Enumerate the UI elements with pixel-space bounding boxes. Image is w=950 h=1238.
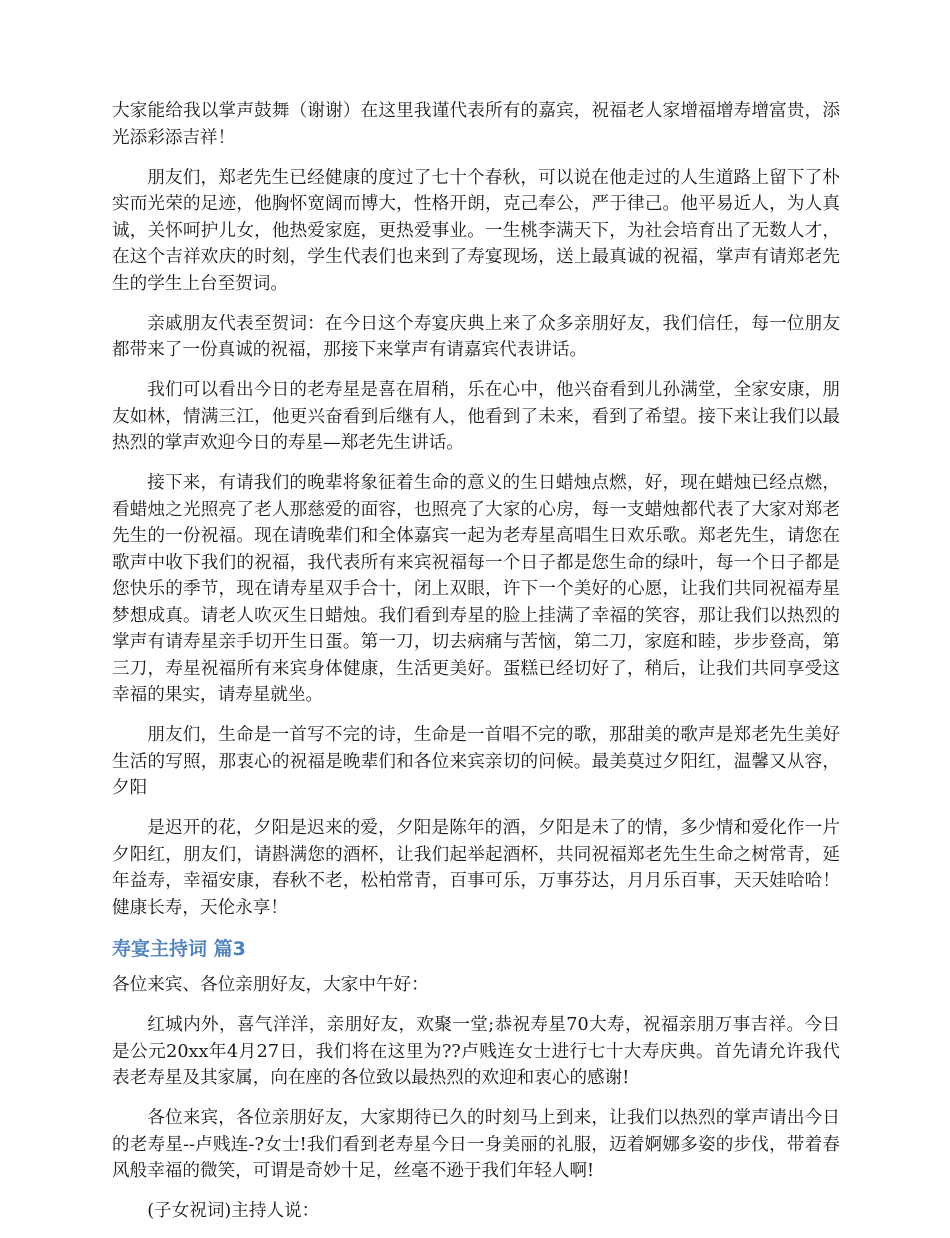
paragraph-greeting: 各位来宾、各位亲朋好友，大家中午好： (112, 975, 429, 995)
paragraph-candle-lighting: 接下来，有请我们的晚辈将象征着生命的意义的生日蜡烛点燃，好，现在蜡烛已经点燃，看蜡烛之光照亮了老人那慈爱的面容，也照亮了大家的心房，每一支蜡烛都代表了大家对郑老先生的一份祝福。现在请晚辈们和全体嘉宾一起为老寿星高唱生日欢乐歌。郑老先生，请您在歌声中收下我们的祝福，我代表所有来宾祝福每一个日子都是您生命的绿叶，每一个日子都是您快乐的季节，现在请寿星双手合十，闭上双眼，许下一个美好的心愿，让我们共同祝福寿星梦想成真。请老人吹灭生日蜡烛。我们看到寿星的脸上挂满了幸福的笑容，那让我们以热烈的掌声有请寿星亲手切开生日蛋。第一刀，切去病痛与苦恼，第二刀，家庭和睦，步步登高，第三刀，寿星祝福所有来宾身体健康，生活更美好。蛋糕已经切好了，稍后，让我们共同享受这幸福的果实，请寿星就坐。 (112, 473, 840, 705)
document-page (112, 98, 840, 1238)
paragraph-celebration-intro: 红城内外，喜气洋洋，亲朋好友，欢聚一堂;恭祝寿星70大寿，祝福亲朋万事吉祥。今日是公元20xx年4月27日，我们将在这里为??卢贱连女士进行七十大寿庆典。首先请允许我代表老寿星及其家属，向在座的各位致以最热烈的欢迎和衷心的感谢! (112, 1015, 840, 1088)
paragraph-sunset-toast: 是迟开的花，夕阳是迟来的爱，夕阳是陈年的酒，夕阳是未了的情，多少情和爱化作一片夕阳红，朋友们，请斟满您的酒杯，让我们起举起酒杯，共同祝福郑老先生生命之树常青，延年益寿，幸福安康，春秋不老，松柏常青，百事可乐，万事芬达，月月乐百事，天天娃哈哈！健康长寿，天伦永享！ (112, 818, 840, 918)
paragraph-birthday-star-speech: 我们可以看出今日的老寿星是喜在眉稍，乐在心中，他兴奋看到儿孙满堂，全家安康，朋友如林，情满三江，他更兴奋看到后继有人，他看到了未来，看到了希望。接下来让我们以最热烈的掌声欢迎今日的寿星—郑老先生讲话。 (112, 380, 840, 453)
paragraph-welcome-birthday-star: 各位来宾，各位亲朋好友，大家期待已久的时刻马上到来，让我们以热烈的掌声请出今日的老寿星--卢贱连-?女士!我们看到老寿星今日一身美丽的礼服，迈着婀娜多姿的步伐，带着春风般幸福的微笑，可谓是奇妙十足，丝毫不逊于我们年轻人啊! (112, 1108, 840, 1181)
paragraph-children-speech: (子女祝词)主持人说： (147, 1201, 320, 1221)
section-heading: 寿宴主持词 篇3 (112, 938, 246, 960)
paragraph-relatives-congratulations: 亲戚朋友代表至贺词：在今日这个寿宴庆典上来了众多亲朋好友，我们信任，每一位朋友都带来了一份真诚的祝福，那接下来掌声有请嘉宾代表讲话。 (112, 313, 840, 360)
paragraph-zheng-biography: 朋友们，郑老先生已经健康的度过了七十个春秋，可以说在他走过的人生道路上留下了朴实而光荣的足迹，他胸怀宽阔而博大，性格开朗，克己奉公，严于律己。他平易近人，为人真诚，关怀呵护儿女，他热爱家庭，更热爱事业。一生桃李满天下，为社会培育出了无数人才，在这个吉祥欢庆的时刻，学生代表们也来到了寿宴现场，送上最真诚的祝福，掌声有请郑老先生的学生上台至贺词。 (112, 167, 840, 294)
paragraph-blessing-opening: 大家能给我以掌声鼓舞（谢谢）在这里我谨代表所有的嘉宾，祝福老人家增福增寿增富贵，添光添彩添吉祥！ (112, 101, 840, 148)
paragraph-life-poem: 朋友们，生命是一首写不完的诗，生命是一首唱不完的歌，那甜美的歌声是郑老先生美好生活的写照，那衷心的祝福是晚辈们和各位来宾亲切的问候。最美莫过夕阳红，温馨又从容，夕阳 (112, 725, 840, 798)
